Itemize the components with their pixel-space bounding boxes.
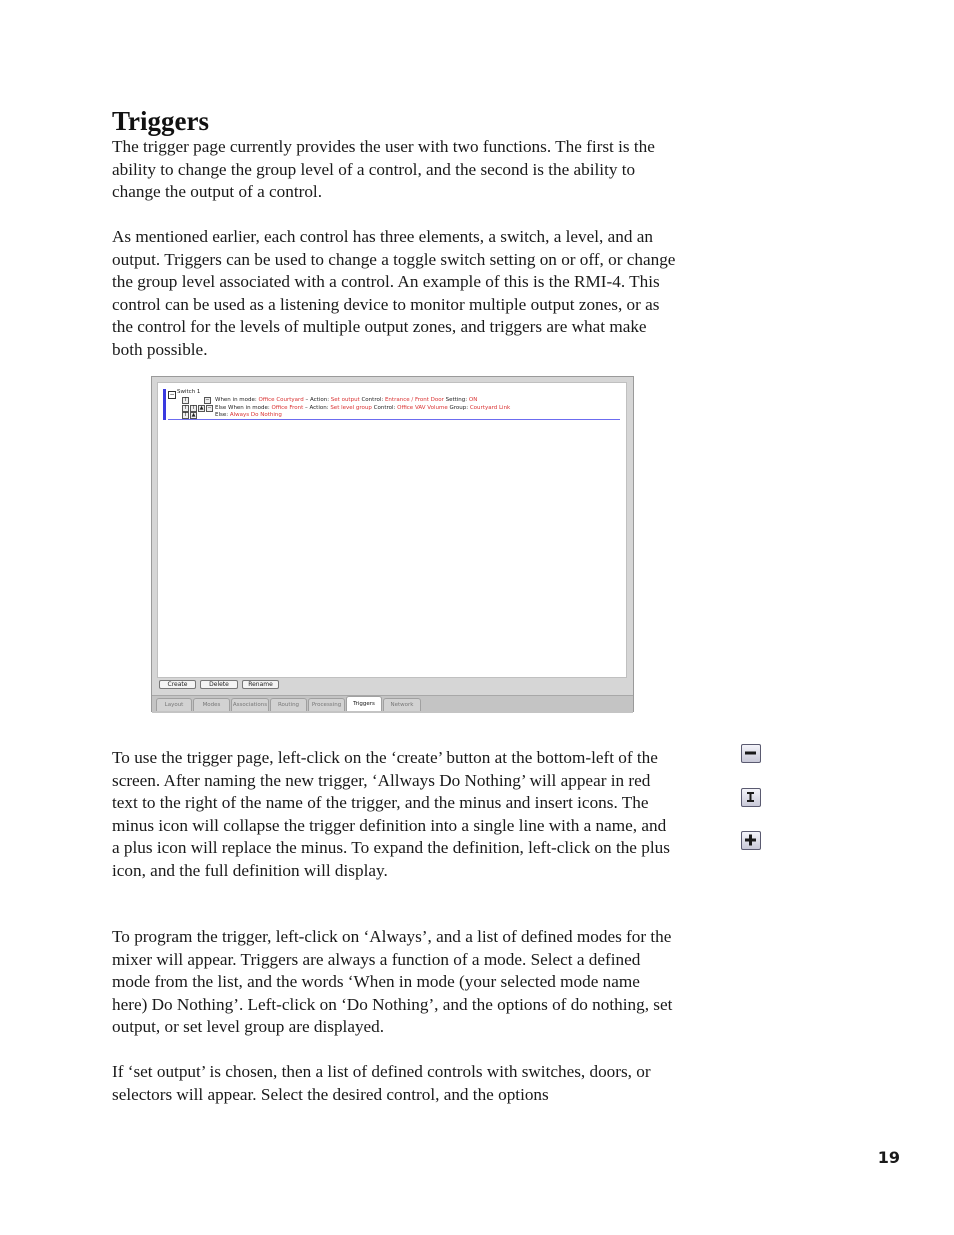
- collapse-icon[interactable]: −: [169, 391, 175, 398]
- page-number: 19: [877, 1148, 900, 1167]
- page-title: Triggers: [112, 106, 209, 136]
- paragraph-set-output: If ‘set output’ is chosen, then a list of defined controls with switches, doors, or selectors will appear. Select the desired control, and the options: [112, 1062, 651, 1104]
- tab-modes[interactable]: Modes: [193, 698, 230, 711]
- tab-network[interactable]: Network: [383, 698, 421, 711]
- up-icon[interactable]: ▲: [191, 412, 196, 418]
- paragraph-intro: The trigger page currently provides the user with two functions. The first is the ability to change the group level of a control, and the second is the ability to change the output of a control.: [112, 137, 655, 201]
- minus-icon[interactable]: −: [205, 397, 210, 403]
- create-button[interactable]: Create: [159, 680, 196, 689]
- insert-icon[interactable]: I: [182, 397, 189, 404]
- tab-triggers[interactable]: Triggers: [346, 696, 382, 711]
- tab-processing[interactable]: Processing: [308, 698, 345, 711]
- plus-icon: [741, 831, 761, 850]
- trigger-divider: [168, 419, 620, 420]
- trigger-name: Switch 1: [177, 389, 201, 395]
- paragraph-elements: As mentioned earlier, each control has three elements, a switch, a level, and an output. Triggers can be used to change a toggle switch setting on or off, or change the group level associated with a control. An example of this is the RMI-4. This control can be used as a listening device to monitor multiple output zones, or as the control for the levels of multiple output zones, and triggers are what make both possible.: [112, 227, 676, 359]
- trigger-row-2: Else When in mode: Office Front – Action: Set level group Control: Office VAV Volume Group: Courtyard Link: [215, 405, 511, 411]
- tab-associations[interactable]: Associations: [231, 698, 269, 711]
- insert-icon: [741, 788, 761, 807]
- triggers-screenshot: [151, 376, 634, 712]
- tab-bar: [152, 695, 633, 713]
- selection-bar: [163, 389, 166, 420]
- rename-button[interactable]: Rename: [242, 680, 279, 689]
- up-icon[interactable]: ▲: [199, 405, 204, 411]
- insert-icon[interactable]: I: [182, 405, 189, 412]
- delete-button[interactable]: Delete: [200, 680, 238, 689]
- insert-icon[interactable]: I: [182, 412, 189, 419]
- tab-layout[interactable]: Layout: [156, 698, 192, 711]
- paragraph-create: To use the trigger page, left-click on the ‘create’ button at the bottom-left of the screen. After naming the new trigger, ‘Allways Do Nothing’ will appear in red text to the right of the name of the trigger, and the minus and insert icons. The minus icon will collapse the trigger definition into a single line with a name, and a plus icon will replace the minus. To expand the definition, left-click on the plus icon, and the full definition will display.: [112, 748, 670, 880]
- paragraph-program: To program the trigger, left-click on ‘Always’, and a list of defined modes for the mixer will appear. Triggers are always a function of a mode. Select a defined mode from the list, and the words ‘When in mode (your selected mode name here) Do Nothing’. Left-click on ‘Do Nothing’, and the options of do nothing, set output, or set level group are displayed.: [112, 927, 673, 1036]
- tab-routing[interactable]: Routing: [270, 698, 307, 711]
- minus-icon: [741, 744, 761, 763]
- trigger-row-1: When in mode: Office Courtyard – Action: Set output Control: Entrance / Front Door Setting: ON: [215, 397, 478, 403]
- trigger-editor-panel: [157, 382, 627, 678]
- minus-icon[interactable]: −: [207, 405, 212, 411]
- trigger-row-3: Else: Always Do Nothing: [215, 412, 282, 418]
- insert-icon[interactable]: I: [190, 405, 197, 412]
